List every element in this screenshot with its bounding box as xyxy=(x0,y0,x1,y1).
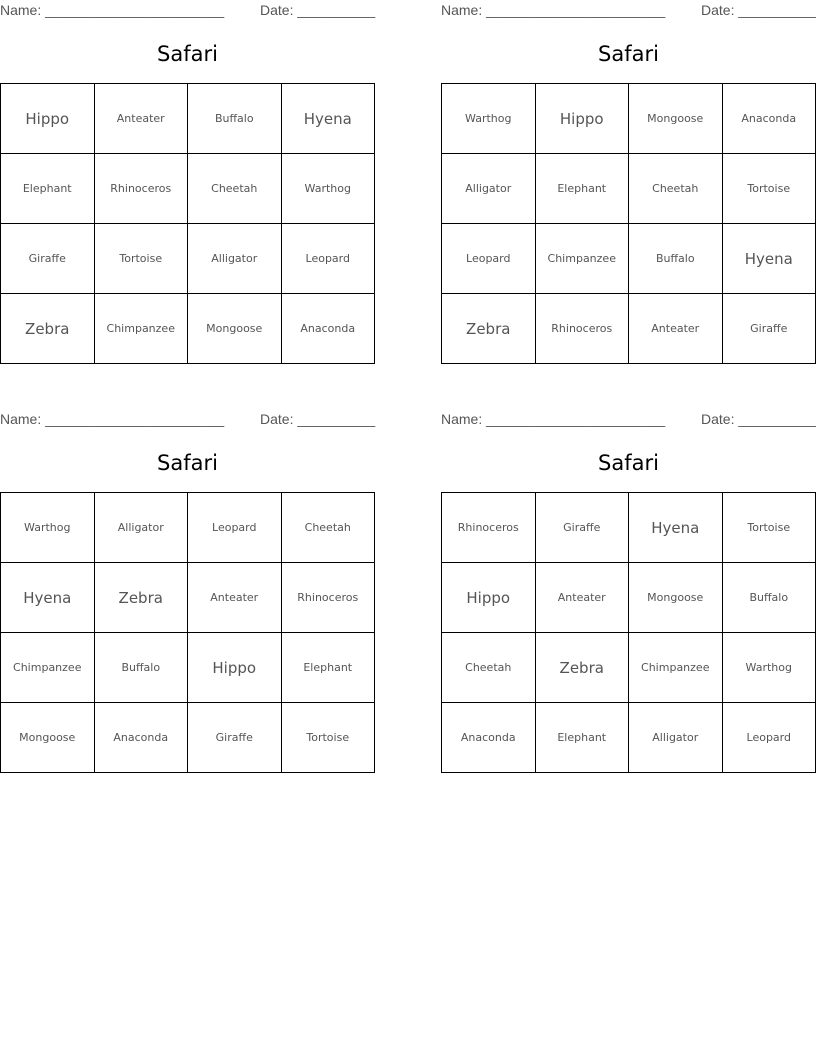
card-header xyxy=(0,411,375,429)
grid-cell: Rhinoceros xyxy=(94,154,188,224)
grid-cell: Cheetah xyxy=(629,154,723,224)
grid-cell: Tortoise xyxy=(281,703,375,773)
card-header xyxy=(441,2,816,20)
grid-row xyxy=(442,633,816,703)
grid-cell: Anteater xyxy=(188,563,282,633)
date-field: Date: __________ xyxy=(701,411,816,427)
name-field: Name: _______________________ xyxy=(0,411,225,427)
grid-cell: Hyena xyxy=(1,563,95,633)
grid-cell: Chimpanzee xyxy=(629,633,723,703)
grid-cell: Buffalo xyxy=(94,633,188,703)
grid-cell: Anaconda xyxy=(442,703,536,773)
grid-cell: Alligator xyxy=(629,703,723,773)
grid-cell: Mongoose xyxy=(1,703,95,773)
grid-cell: Warthog xyxy=(442,84,536,154)
grid-cell: Hippo xyxy=(535,84,629,154)
name-field: Name: _______________________ xyxy=(441,411,666,427)
grid-cell: Rhinoceros xyxy=(535,294,629,364)
grid-cell: Anteater xyxy=(629,294,723,364)
bingo-grid xyxy=(441,492,816,773)
grid-cell: Anaconda xyxy=(722,84,816,154)
grid-cell: Chimpanzee xyxy=(94,294,188,364)
grid-cell: Mongoose xyxy=(188,294,282,364)
grid-cell: Leopard xyxy=(442,224,536,294)
grid-cell: Tortoise xyxy=(722,493,816,563)
grid-cell: Zebra xyxy=(1,294,95,364)
grid-row xyxy=(1,703,375,773)
grid-cell: Anteater xyxy=(535,563,629,633)
grid-cell: Zebra xyxy=(535,633,629,703)
grid-cell: Alligator xyxy=(188,224,282,294)
grid-cell: Hyena xyxy=(281,84,375,154)
date-field: Date: __________ xyxy=(701,2,816,18)
grid-cell: Anaconda xyxy=(94,703,188,773)
grid-cell: Tortoise xyxy=(722,154,816,224)
grid-cell: Zebra xyxy=(442,294,536,364)
grid-cell: Elephant xyxy=(1,154,95,224)
grid-cell: Rhinoceros xyxy=(442,493,536,563)
grid-cell: Buffalo xyxy=(188,84,282,154)
grid-cell: Cheetah xyxy=(442,633,536,703)
grid-cell: Cheetah xyxy=(188,154,282,224)
grid-cell: Giraffe xyxy=(1,224,95,294)
grid-cell: Hyena xyxy=(629,493,723,563)
grid-cell: Cheetah xyxy=(281,493,375,563)
grid-cell: Buffalo xyxy=(722,563,816,633)
grid-cell: Hippo xyxy=(442,563,536,633)
grid-cell: Mongoose xyxy=(629,563,723,633)
grid-cell: Anaconda xyxy=(281,294,375,364)
name-field: Name: _______________________ xyxy=(441,2,666,18)
date-field: Date: __________ xyxy=(260,2,376,18)
grid-cell: Elephant xyxy=(281,633,375,703)
grid-cell: Tortoise xyxy=(94,224,188,294)
grid-cell: Warthog xyxy=(281,154,375,224)
grid-cell: Elephant xyxy=(535,703,629,773)
card-header xyxy=(441,411,816,429)
grid-row xyxy=(1,154,375,224)
grid-row xyxy=(442,84,816,154)
bingo-card xyxy=(441,409,816,773)
grid-row xyxy=(1,294,375,364)
bingo-card xyxy=(0,0,375,364)
grid-cell: Giraffe xyxy=(722,294,816,364)
grid-cell: Chimpanzee xyxy=(1,633,95,703)
grid-cell: Elephant xyxy=(535,154,629,224)
grid-cell: Hippo xyxy=(188,633,282,703)
grid-cell: Leopard xyxy=(722,703,816,773)
grid-cell: Leopard xyxy=(281,224,375,294)
card-title: Safari xyxy=(598,451,659,475)
grid-cell: Leopard xyxy=(188,493,282,563)
grid-row xyxy=(442,154,816,224)
grid-cell: Chimpanzee xyxy=(535,224,629,294)
grid-cell: Mongoose xyxy=(629,84,723,154)
grid-cell: Alligator xyxy=(442,154,536,224)
grid-cell: Hippo xyxy=(1,84,95,154)
bingo-grid xyxy=(0,492,375,773)
grid-row xyxy=(1,224,375,294)
grid-cell: Zebra xyxy=(94,563,188,633)
grid-row xyxy=(1,563,375,633)
grid-cell: Warthog xyxy=(1,493,95,563)
grid-row xyxy=(442,294,816,364)
grid-row xyxy=(1,84,375,154)
grid-cell: Alligator xyxy=(94,493,188,563)
grid-row xyxy=(1,633,375,703)
name-field: Name: _______________________ xyxy=(0,2,225,18)
grid-cell: Anteater xyxy=(94,84,188,154)
card-title: Safari xyxy=(598,42,659,66)
grid-row xyxy=(442,224,816,294)
date-field: Date: __________ xyxy=(260,411,376,427)
grid-cell: Buffalo xyxy=(629,224,723,294)
bingo-grid xyxy=(441,83,816,364)
grid-row xyxy=(1,493,375,563)
grid-row xyxy=(442,563,816,633)
grid-row xyxy=(442,703,816,773)
grid-cell: Hyena xyxy=(722,224,816,294)
bingo-grid xyxy=(0,83,375,364)
bingo-card xyxy=(0,409,375,773)
grid-cell: Giraffe xyxy=(535,493,629,563)
card-title: Safari xyxy=(157,451,218,475)
grid-cell: Rhinoceros xyxy=(281,563,375,633)
grid-cell: Warthog xyxy=(722,633,816,703)
card-title: Safari xyxy=(157,42,218,66)
grid-cell: Giraffe xyxy=(188,703,282,773)
bingo-card xyxy=(441,0,816,364)
card-header xyxy=(0,2,375,20)
grid-row xyxy=(442,493,816,563)
